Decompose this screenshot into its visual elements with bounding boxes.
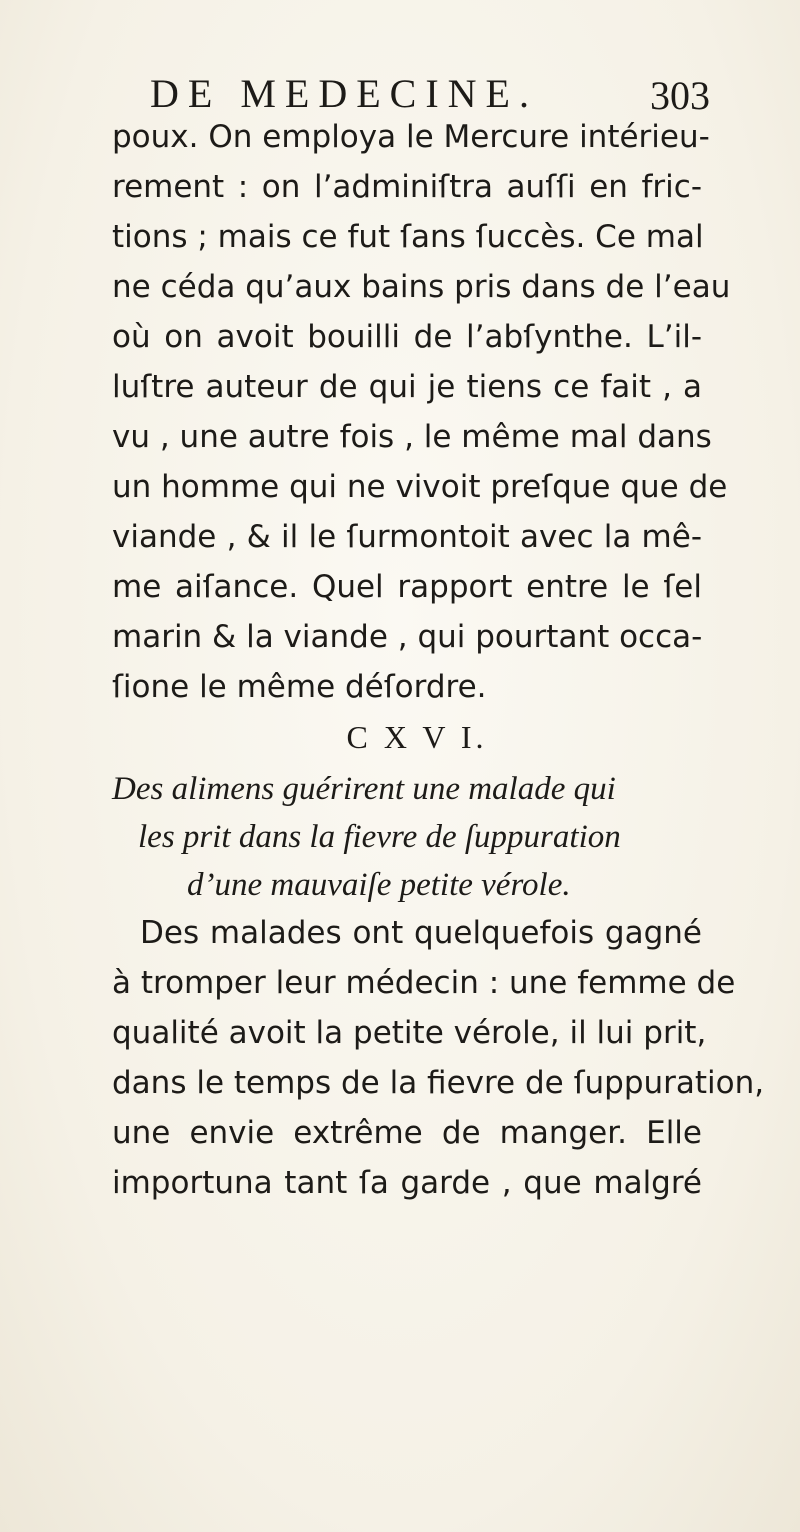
text-line: marin & la viande , qui pourtant occa- xyxy=(112,619,703,655)
text-line: qualité avoit la petite vérole, il lui prit, xyxy=(112,1015,707,1051)
running-head-title: DE MEDECINE. xyxy=(150,71,538,116)
text-line: où on avoit bouilli de l’abſynthe. L’il- xyxy=(112,319,702,355)
section-number: C X V I. xyxy=(346,719,488,755)
text-line: ne céda qu’aux bains pris dans de l’eau xyxy=(112,269,731,305)
text-line: luſtre auteur de qui je tiens ce fait , a xyxy=(112,369,702,405)
text-line: viande , & il le ſurmontoit avec la mê- xyxy=(112,519,702,555)
text-line: vu , une autre fois , le même mal dans xyxy=(112,419,712,455)
text-line: tions ; mais ce fut ſans ſuccès. Ce mal xyxy=(112,219,704,255)
section-title-line: les prit dans la fievre de ſuppuration xyxy=(138,819,621,855)
text-line: rement : on l’adminiſtra auſſi en fric- xyxy=(112,169,702,205)
text-line: ſione le même déſordre. xyxy=(112,669,487,705)
section-title-line: d’une mauvaiſe petite vérole. xyxy=(187,867,571,903)
page-number: 303 xyxy=(650,73,710,118)
body-text xyxy=(112,112,765,1208)
text-line: importuna tant ſa garde , que malgré xyxy=(112,1165,702,1201)
text-line: une envie extrême de manger. Elle xyxy=(112,1115,702,1151)
text-line: un homme qui ne vivoit preſque que de xyxy=(112,469,728,505)
text-line: poux. On employa le Mercure intérieu- xyxy=(112,119,710,155)
section-title-line: Des alimens guérirent une malade qui xyxy=(112,771,616,807)
text-line: Des malades ont quelquefois gagné xyxy=(140,915,702,951)
text-line: à tromper leur médecin : une femme de xyxy=(112,965,736,1001)
text-line: me aiſance. Quel rapport entre le ſel xyxy=(112,569,702,605)
text-line: dans le temps de la fievre de ſuppuration, xyxy=(112,1065,765,1101)
